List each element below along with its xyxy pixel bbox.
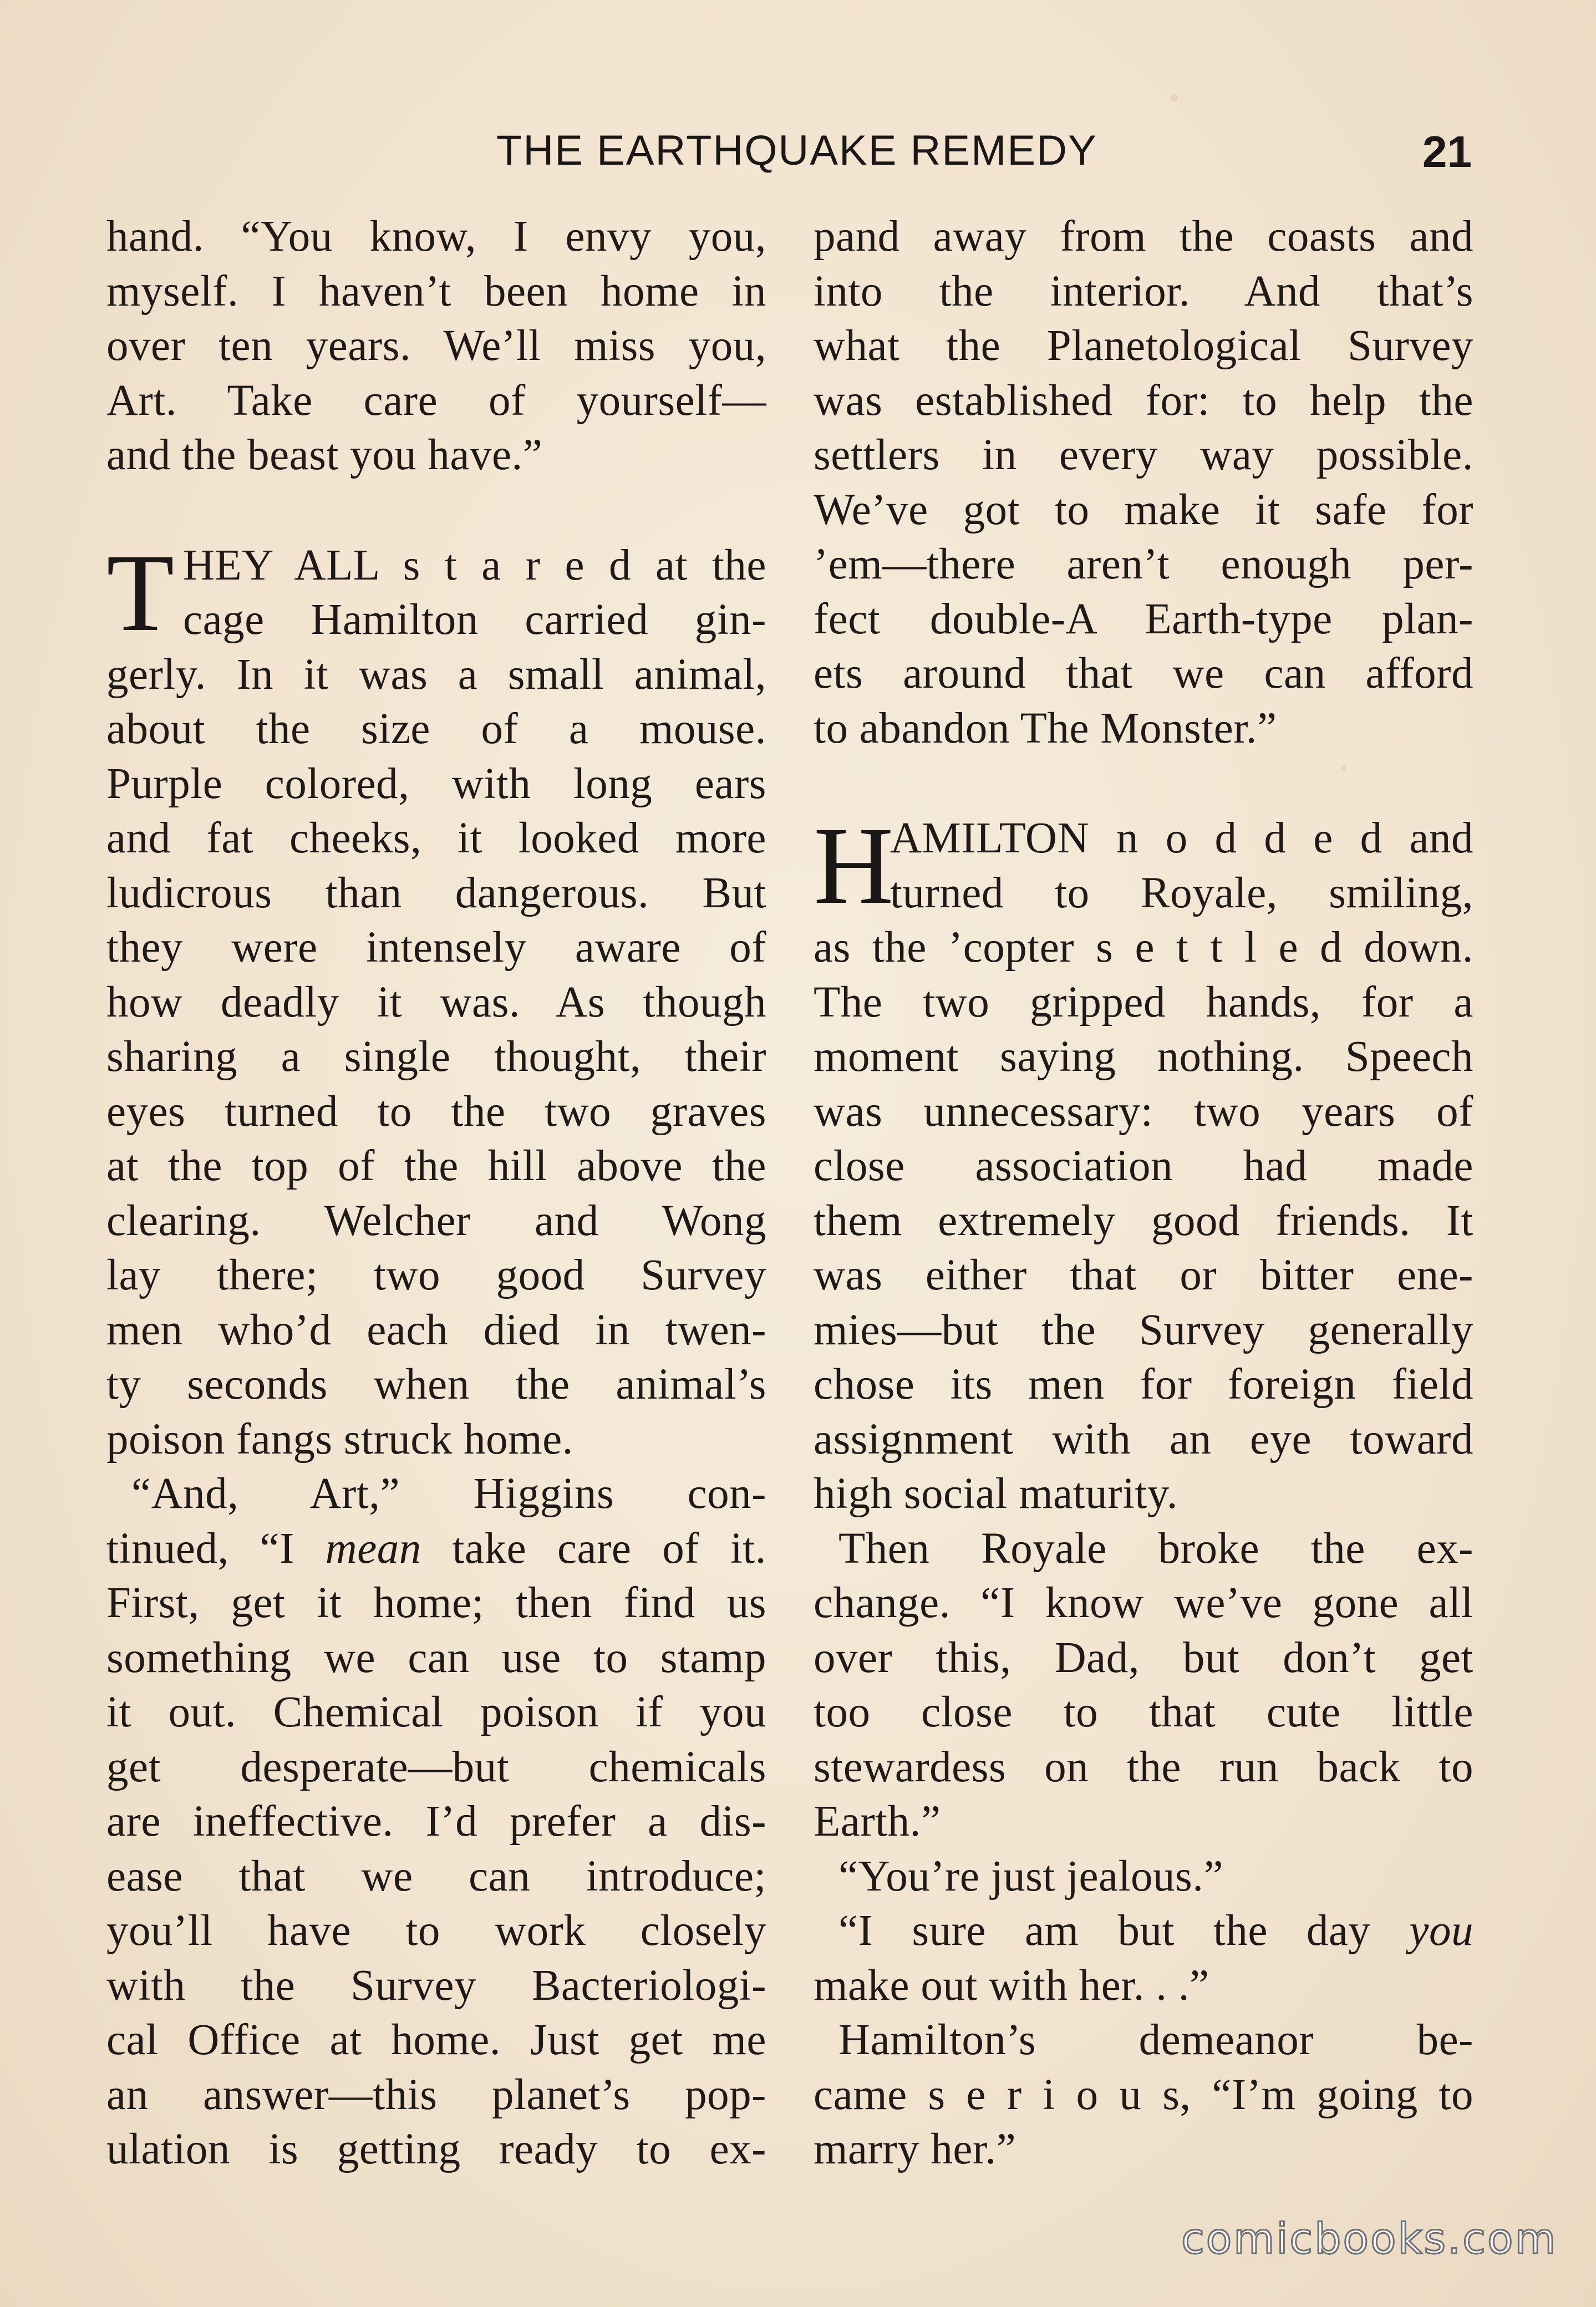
text-line: ludicrous than dangerous. But bbox=[106, 868, 766, 917]
emphasis: mean bbox=[325, 1524, 421, 1573]
text-line: myself. I haven’t been home in bbox=[106, 267, 766, 316]
paragraph-dropcap bbox=[814, 805, 1473, 1522]
paragraph bbox=[814, 210, 1473, 756]
text-line: and the beast you have.” bbox=[106, 431, 543, 479]
text-line: over this, Dad, but don’t get bbox=[814, 1633, 1473, 1682]
text-line: close association had made bbox=[814, 1142, 1473, 1190]
text-line: eyes turned to the two graves bbox=[106, 1087, 766, 1136]
paragraph bbox=[106, 1467, 766, 2177]
text-line: came s e r i o u s, “I’m going to bbox=[814, 2070, 1473, 2119]
text-line: lay there; two good Survey bbox=[106, 1251, 766, 1299]
right-column bbox=[814, 210, 1473, 2177]
text-line: was unnecessary: two years of bbox=[814, 1087, 1473, 1136]
text-line: settlers in every way possible. bbox=[814, 431, 1473, 479]
text-line: cal Office at home. Just get me bbox=[106, 2016, 766, 2064]
text-line: with the Survey Bacteriologi- bbox=[106, 1961, 766, 2010]
text-line: fect double-A Earth-type plan- bbox=[814, 594, 1473, 643]
text-line: The two gripped hands, for a bbox=[814, 978, 1473, 1027]
text-line: into the interior. And that’s bbox=[814, 267, 1473, 316]
text-line: what the Planetological Survey bbox=[814, 322, 1473, 370]
text-line: they were intensely aware of bbox=[106, 923, 766, 972]
paragraph bbox=[814, 1904, 1473, 2013]
paper-stain bbox=[1170, 94, 1178, 102]
text-line: over ten years. We’ll miss you, bbox=[106, 322, 766, 370]
text-line: sharing a single thought, their bbox=[106, 1033, 766, 1081]
watermark-logo: comicbooks.com bbox=[1181, 2214, 1558, 2263]
text-line: clearing. Welcher and Wong bbox=[106, 1196, 766, 1245]
text-line: high social maturity. bbox=[814, 1470, 1178, 1518]
drop-cap: T bbox=[106, 531, 175, 654]
text-line: ty seconds when the animal’s bbox=[106, 1360, 766, 1409]
paragraph bbox=[814, 1849, 1473, 1904]
text-line: at the top of the hill above the bbox=[106, 1142, 766, 1190]
page-number: 21 bbox=[1422, 127, 1472, 176]
text-line: get desperate—but chemicals bbox=[106, 1742, 766, 1791]
text-line: something we can use to stamp bbox=[106, 1633, 766, 1682]
paragraph bbox=[814, 2013, 1473, 2177]
text-line: turned to Royale, smiling, bbox=[890, 868, 1473, 917]
text-line: tinued, “I mean take care of it. bbox=[106, 1524, 766, 1573]
text-line: men who’d each died in twen- bbox=[106, 1305, 766, 1354]
text-line: moment saying nothing. Speech bbox=[814, 1033, 1473, 1081]
page-header bbox=[0, 126, 1596, 187]
text-line: make out with her. . .” bbox=[814, 1961, 1209, 2010]
text-line: was established for: to help the bbox=[814, 376, 1473, 425]
text-line: Hamilton’s demeanor be- bbox=[838, 2016, 1473, 2064]
text-line: and fat cheeks, it looked more bbox=[106, 814, 766, 862]
text-line: change. “I know we’ve gone all bbox=[814, 1579, 1473, 1627]
text-line: to abandon The Monster.” bbox=[814, 704, 1277, 753]
running-title: THE EARTHQUAKE REMEDY bbox=[496, 127, 1097, 174]
text-line: about the size of a mouse. bbox=[106, 705, 766, 753]
text-line: ets around that we can afford bbox=[814, 649, 1473, 698]
text-line: ease that we can introduce; bbox=[106, 1852, 766, 1901]
text-line: them extremely good friends. It bbox=[814, 1196, 1473, 1245]
text-line: was either that or bitter ene- bbox=[814, 1251, 1473, 1299]
text-line: ’em—there aren’t enough per- bbox=[814, 540, 1473, 588]
paragraph-dropcap bbox=[106, 531, 766, 1467]
text-line: marry her.” bbox=[814, 2125, 1016, 2173]
left-column bbox=[106, 210, 766, 2177]
text-line: First, get it home; then find us bbox=[106, 1579, 766, 1627]
text-line: “I sure am but the day you bbox=[838, 1907, 1473, 1955]
text-line: “And, Art,” Higgins con- bbox=[131, 1470, 766, 1518]
text-line: Art. Take care of yourself— bbox=[106, 376, 766, 425]
text-line: pand away from the coasts and bbox=[814, 212, 1473, 261]
text-line: hand. “You know, I envy you, bbox=[106, 212, 766, 261]
text-line: it out. Chemical poison if you bbox=[106, 1688, 766, 1736]
text-line: poison fangs struck home. bbox=[106, 1415, 573, 1464]
text-line: are ineffective. I’d prefer a dis- bbox=[106, 1797, 766, 1846]
text-line: chose its men for foreign field bbox=[814, 1360, 1473, 1409]
text-line: mies—but the Survey generally bbox=[814, 1305, 1473, 1354]
text-line: “You’re just jealous.” bbox=[838, 1852, 1224, 1901]
text-line: you’ll have to work closely bbox=[106, 1907, 766, 1955]
emphasis: you bbox=[1409, 1907, 1473, 1955]
text-line: cage Hamilton carried gin- bbox=[183, 596, 766, 644]
text-line: too close to that cute little bbox=[814, 1688, 1473, 1736]
text-line: AMILTON n o d d e d and bbox=[890, 814, 1473, 862]
text-line: Earth.” bbox=[814, 1797, 941, 1846]
text-line: We’ve got to make it safe for bbox=[814, 485, 1473, 534]
text-line: Purple colored, with long ears bbox=[106, 759, 766, 808]
text-line: how deadly it was. As though bbox=[106, 978, 766, 1027]
text-line: an answer—this planet’s pop- bbox=[106, 2070, 766, 2119]
paragraph bbox=[106, 210, 766, 483]
text-line: HEY ALL s t a r e d at the bbox=[183, 541, 766, 590]
text-line: gerly. In it was a small animal, bbox=[106, 650, 766, 699]
drop-cap: H bbox=[814, 805, 894, 927]
text-line: assignment with an eye toward bbox=[814, 1415, 1473, 1464]
paragraph bbox=[814, 1522, 1473, 1849]
text-line: stewardess on the run back to bbox=[814, 1742, 1473, 1791]
text-line: Then Royale broke the ex- bbox=[838, 1524, 1473, 1573]
text-line: as the ’copter s e t t l e d down. bbox=[814, 923, 1473, 972]
text-line: ulation is getting ready to ex- bbox=[106, 2125, 766, 2173]
